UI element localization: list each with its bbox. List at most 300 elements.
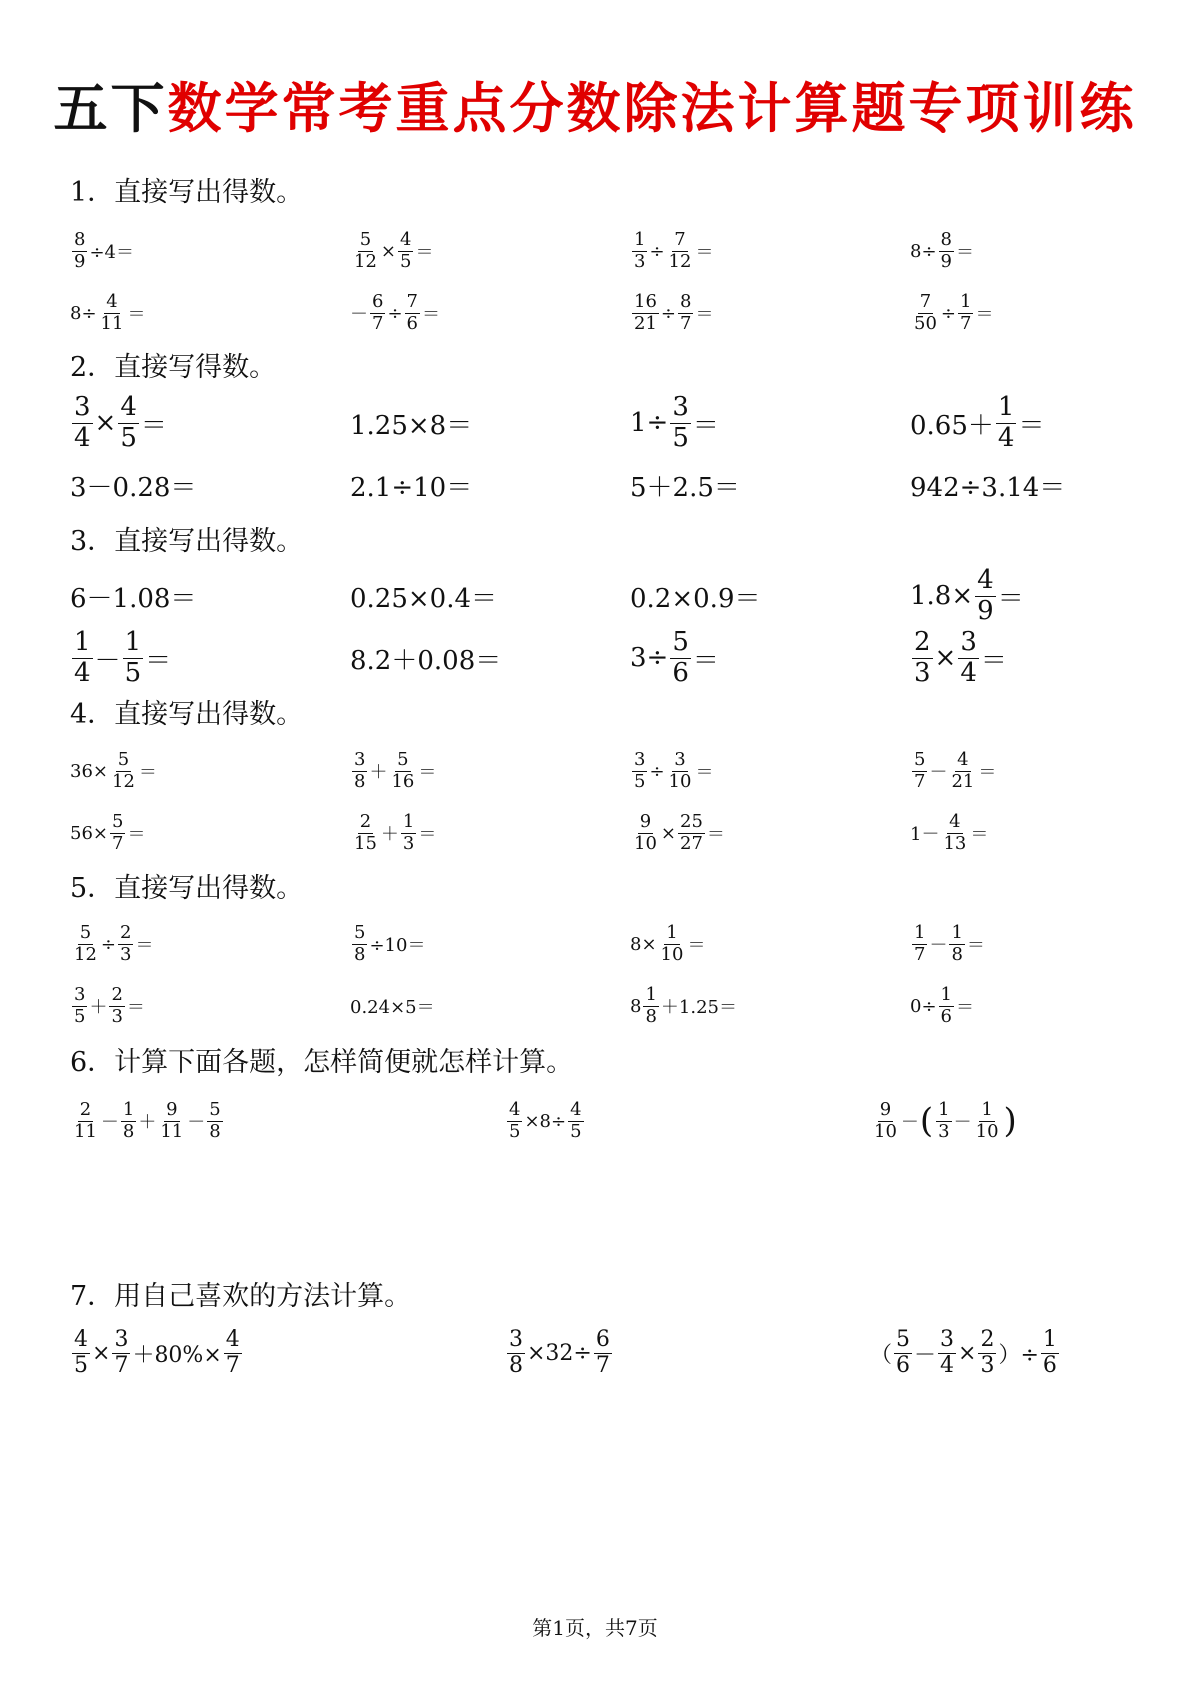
numerator: 9 xyxy=(639,811,652,833)
denominator: 6 xyxy=(940,1005,952,1027)
expression-text: ＋ xyxy=(369,762,388,783)
numerator: 5 xyxy=(354,922,366,944)
denominator: 4 xyxy=(940,1352,955,1378)
expression-text: 8× xyxy=(630,933,657,955)
numerator: 1 xyxy=(645,984,657,1006)
math-problem xyxy=(350,282,630,344)
expression-text: ÷ xyxy=(649,760,665,782)
fraction xyxy=(568,1100,583,1141)
math-problem xyxy=(350,802,630,864)
fraction xyxy=(632,750,647,791)
fraction xyxy=(158,1100,185,1141)
numerator: 8 xyxy=(940,229,952,251)
fraction xyxy=(72,923,99,964)
numerator: 5 xyxy=(112,811,124,833)
expression-text: ＝ xyxy=(997,583,1024,614)
denominator: 5 xyxy=(74,1005,86,1027)
numerator: 7 xyxy=(919,291,932,313)
expression-text: 8.2＋0.08＝ xyxy=(350,645,502,676)
fraction xyxy=(670,393,691,452)
denominator: 5 xyxy=(74,1352,88,1378)
fraction xyxy=(996,393,1017,452)
fraction xyxy=(974,1100,1001,1141)
math-problem xyxy=(910,913,1070,975)
math-problem xyxy=(350,220,630,282)
problem-grid-5 xyxy=(70,913,1070,1037)
denominator: 3 xyxy=(402,832,415,854)
numerator: 6 xyxy=(372,291,384,313)
denominator: 7 xyxy=(914,770,926,792)
fraction xyxy=(659,923,686,964)
expression-text: 8÷ xyxy=(70,302,97,324)
expression-text: ÷10＝ xyxy=(369,935,426,956)
numerator: 5 xyxy=(359,229,372,251)
fraction xyxy=(112,1328,130,1378)
parenthesis: ( xyxy=(919,1101,934,1141)
expression-text: 0÷ xyxy=(910,995,937,1017)
fraction xyxy=(667,230,694,271)
expression-text: ＝ xyxy=(706,824,725,845)
section-heading-2: 2．直接写得数。 xyxy=(70,352,277,383)
expression-text: ×32÷ xyxy=(527,1340,592,1366)
denominator: 3 xyxy=(938,1120,950,1142)
denominator: 12 xyxy=(354,250,377,272)
math-problem xyxy=(70,220,350,282)
fraction xyxy=(594,1328,612,1378)
expression-text: ＝ xyxy=(695,762,714,783)
math-problem xyxy=(630,565,910,627)
denominator: 12 xyxy=(668,250,692,272)
fraction xyxy=(872,1100,899,1141)
numerator: 4 xyxy=(509,1099,521,1121)
math-problem xyxy=(70,627,350,689)
numerator: 3 xyxy=(634,749,646,771)
numerator: 16 xyxy=(634,291,657,313)
numerator: 5 xyxy=(914,749,926,771)
expression-text: 6－1.08＝ xyxy=(70,583,197,614)
denominator: 6 xyxy=(672,657,689,688)
math-problem xyxy=(630,627,910,689)
math-problem xyxy=(505,1090,870,1152)
expression-text: ＝ xyxy=(978,762,997,783)
math-problem xyxy=(910,740,1070,802)
fraction xyxy=(912,292,939,333)
numerator: 4 xyxy=(957,749,969,771)
fraction xyxy=(110,812,125,853)
expression-text: 8÷ xyxy=(910,240,937,262)
expression-text: ＝ xyxy=(138,762,157,783)
expression-text: 36× xyxy=(70,760,108,782)
expression-text: ＝ xyxy=(127,824,146,845)
numerator: 4 xyxy=(570,1099,582,1121)
expression-text: ÷ xyxy=(649,240,665,262)
numerator: 3 xyxy=(672,392,689,423)
numerator: 3 xyxy=(74,984,86,1006)
problem-grid-1 xyxy=(70,220,1070,344)
denominator: 6 xyxy=(1042,1352,1057,1378)
expression-text: ＋1.25＝ xyxy=(660,997,737,1018)
numerator: 3 xyxy=(940,1326,955,1352)
fraction xyxy=(949,750,976,791)
fraction xyxy=(632,292,659,333)
numerator: 8 xyxy=(74,229,86,251)
denominator: 15 xyxy=(354,832,377,854)
expression-text: 0.24×5＝ xyxy=(350,997,435,1018)
math-problem xyxy=(910,220,1070,282)
numerator: 2 xyxy=(111,984,123,1006)
fraction xyxy=(912,923,927,964)
title-prefix: 五下 xyxy=(53,76,168,140)
denominator: 4 xyxy=(997,422,1015,453)
numerator: 7 xyxy=(674,229,686,251)
math-problem xyxy=(350,975,630,1037)
denominator: 8 xyxy=(951,943,963,965)
expression-text: 1.25×8＝ xyxy=(350,410,473,441)
numerator: 8 xyxy=(680,291,692,313)
math-problem xyxy=(350,627,630,689)
denominator: 3 xyxy=(980,1352,995,1378)
numerator: 3 xyxy=(114,1326,129,1352)
denominator: 5 xyxy=(570,1120,582,1142)
numerator: 4 xyxy=(400,229,412,251)
problem-grid-4 xyxy=(70,740,1070,864)
expression-text: － xyxy=(929,762,948,783)
denominator: 10 xyxy=(975,1120,999,1142)
expression-text: 5＋2.5＝ xyxy=(630,472,740,503)
denominator: 7 xyxy=(960,312,972,334)
section-heading-3: 3．直接写出得数。 xyxy=(70,526,304,557)
expression-text: 56× xyxy=(70,822,108,844)
numerator: 3 xyxy=(74,392,91,423)
expression-text: － xyxy=(94,645,121,676)
math-problem xyxy=(630,282,910,344)
expression-text: ＝ xyxy=(975,304,994,325)
expression-text: 3－0.28＝ xyxy=(70,472,197,503)
expression-text: （ xyxy=(870,1342,893,1368)
expression-text: 1.8× xyxy=(910,581,974,611)
numerator: 1 xyxy=(997,392,1015,423)
expression-text: 1－ xyxy=(910,824,940,845)
numerator: 1 xyxy=(634,229,646,251)
fraction xyxy=(123,628,144,687)
expression-text: ＝ xyxy=(980,645,1007,676)
numerator: 2 xyxy=(79,1099,92,1121)
fraction xyxy=(912,628,933,687)
denominator: 4 xyxy=(74,422,91,453)
fraction xyxy=(507,1100,522,1141)
numerator: 1 xyxy=(74,627,91,658)
fraction xyxy=(207,1100,222,1141)
numerator: 5 xyxy=(397,749,409,771)
denominator: 7 xyxy=(114,1352,129,1378)
fraction xyxy=(72,1328,90,1378)
section-heading-5: 5．直接写出得数。 xyxy=(70,873,304,904)
fraction xyxy=(72,985,87,1026)
expression-text: ）÷ xyxy=(998,1342,1039,1368)
math-problem xyxy=(910,454,1070,516)
expression-text: － xyxy=(187,1112,206,1133)
denominator: 8 xyxy=(509,1352,523,1378)
numerator: 5 xyxy=(209,1099,221,1121)
math-problem xyxy=(70,802,350,864)
denominator: 8 xyxy=(122,1120,135,1142)
math-problem xyxy=(350,565,630,627)
denominator: 7 xyxy=(680,312,692,334)
denominator: 10 xyxy=(668,770,692,792)
denominator: 4 xyxy=(960,657,977,688)
expression-text: － xyxy=(100,1112,119,1133)
fraction xyxy=(939,230,954,271)
fraction xyxy=(352,230,379,271)
denominator: 4 xyxy=(74,657,91,688)
expression-text: ＝ xyxy=(970,824,989,845)
numerator: 1 xyxy=(960,291,972,313)
denominator: 13 xyxy=(943,832,967,854)
numerator: 1 xyxy=(938,1099,950,1121)
problem-grid-6 xyxy=(70,1090,1070,1152)
expression-text: ＝ xyxy=(422,304,440,325)
math-problem xyxy=(910,627,1070,689)
expression-text: ＝ xyxy=(126,997,145,1018)
expression-text: ＋ xyxy=(380,824,399,845)
denominator: 3 xyxy=(120,943,132,965)
fraction xyxy=(110,750,137,791)
denominator: 10 xyxy=(874,1120,897,1142)
expression-text: － xyxy=(914,1342,937,1368)
numerator: 3 xyxy=(354,749,366,771)
expression-text: ＝ xyxy=(135,935,154,956)
denominator: 11 xyxy=(100,312,124,334)
fraction xyxy=(352,812,379,853)
expression-text: － xyxy=(350,304,368,325)
denominator: 27 xyxy=(680,832,703,854)
math-problem xyxy=(870,1322,1070,1384)
math-problem xyxy=(350,913,630,975)
numerator: 9 xyxy=(879,1099,892,1121)
denominator: 5 xyxy=(400,250,412,272)
numerator: 5 xyxy=(896,1326,911,1352)
fraction xyxy=(678,812,705,853)
expression-text: ＝ xyxy=(692,645,719,676)
expression-text: 942÷3.14＝ xyxy=(910,472,1066,503)
expression-text: × xyxy=(660,822,676,844)
numerator: 4 xyxy=(74,1326,88,1352)
denominator: 8 xyxy=(354,770,366,792)
expression-text: 0.25×0.4＝ xyxy=(350,583,498,614)
math-problem xyxy=(870,1090,1070,1152)
numerator: 2 xyxy=(120,922,132,944)
expression-text: × xyxy=(92,1340,111,1366)
math-problem xyxy=(350,454,630,516)
fraction xyxy=(975,566,996,625)
fraction xyxy=(632,230,647,271)
expression-text: ＝ xyxy=(695,242,714,263)
parenthesis: ) xyxy=(1003,1101,1017,1141)
page-footer: 第1页，共7页 xyxy=(532,1616,658,1640)
page-title xyxy=(0,66,1190,143)
denominator: 5 xyxy=(120,422,137,453)
expression-text: － xyxy=(900,1112,919,1133)
expression-text: ＝ xyxy=(145,645,172,676)
numerator: 3 xyxy=(509,1326,523,1352)
expression-text: × xyxy=(94,408,117,438)
denominator: 6 xyxy=(896,1352,911,1378)
math-problem xyxy=(70,975,350,1037)
math-problem xyxy=(630,220,910,282)
fraction xyxy=(72,230,87,271)
numerator: 2 xyxy=(914,627,931,658)
expression-text: 1÷ xyxy=(630,408,669,438)
expression-text: 2.1÷10＝ xyxy=(350,472,473,503)
expression-text: ＝ xyxy=(418,762,437,783)
math-problem xyxy=(70,1322,505,1384)
fraction xyxy=(352,923,367,964)
math-problem xyxy=(70,454,350,516)
numerator: 1 xyxy=(666,922,678,944)
numerator: 1 xyxy=(940,984,952,1006)
fraction xyxy=(118,393,139,452)
math-problem xyxy=(70,392,350,454)
math-problem xyxy=(630,392,910,454)
numerator: 4 xyxy=(225,1326,240,1352)
math-problem xyxy=(630,975,910,1037)
denominator: 12 xyxy=(74,943,97,965)
fraction xyxy=(936,1100,951,1141)
denominator: 11 xyxy=(74,1120,97,1142)
section-heading-6: 6．计算下面各题，怎样简便就怎样计算。 xyxy=(70,1047,574,1078)
fraction xyxy=(643,985,658,1026)
expression-text: ＋ xyxy=(138,1112,157,1133)
denominator: 3 xyxy=(634,250,646,272)
expression-text: ＝ xyxy=(956,997,974,1018)
numerator: 2 xyxy=(980,1326,995,1352)
denominator: 9 xyxy=(977,595,994,626)
expression-text: ÷ xyxy=(387,302,403,324)
math-problem xyxy=(910,565,1070,627)
expression-text: ＝ xyxy=(140,410,167,441)
denominator: 7 xyxy=(595,1352,610,1378)
numerator: 4 xyxy=(949,811,961,833)
expression-text: 8 xyxy=(630,995,642,1017)
fraction xyxy=(370,292,385,333)
expression-text: ÷ xyxy=(940,302,956,324)
numerator: 5 xyxy=(79,922,92,944)
math-problem xyxy=(630,740,910,802)
numerator: 5 xyxy=(117,749,130,771)
expression-text: ＋80%× xyxy=(132,1342,222,1368)
math-problem xyxy=(70,1090,505,1152)
denominator: 9 xyxy=(74,250,86,272)
math-problem xyxy=(505,1322,870,1384)
expression-text: ÷4＝ xyxy=(89,242,134,263)
fraction xyxy=(72,393,93,452)
expression-text: ÷ xyxy=(660,302,676,324)
expression-text: ＝ xyxy=(687,935,706,956)
denominator: 11 xyxy=(160,1120,184,1142)
title-main: 数学常考重点分数除法计算题专项训练 xyxy=(167,76,1137,140)
fraction xyxy=(939,985,954,1026)
fraction xyxy=(632,812,659,853)
math-problem xyxy=(910,282,1070,344)
math-problem xyxy=(70,565,350,627)
numerator: 1 xyxy=(981,1099,993,1121)
numerator: 1 xyxy=(122,1099,135,1121)
expression-text: × xyxy=(934,643,957,673)
expression-text: 0.2×0.9＝ xyxy=(630,583,761,614)
numerator: 1 xyxy=(402,811,415,833)
fraction xyxy=(949,923,964,964)
fraction xyxy=(352,750,367,791)
math-problem xyxy=(350,740,630,802)
numerator: 1 xyxy=(1042,1326,1057,1352)
numerator: 4 xyxy=(120,392,137,423)
fraction xyxy=(398,230,413,271)
fraction xyxy=(670,628,691,687)
numerator: 4 xyxy=(106,291,118,313)
denominator: 21 xyxy=(951,770,975,792)
denominator: 10 xyxy=(634,832,657,854)
fraction xyxy=(667,750,694,791)
denominator: 8 xyxy=(354,943,366,965)
numerator: 5 xyxy=(672,627,689,658)
fraction xyxy=(978,1328,996,1378)
numerator: 2 xyxy=(359,811,372,833)
expression-text: ＋ xyxy=(89,997,108,1018)
numerator: 3 xyxy=(960,627,977,658)
section-heading-4: 4．直接写出得数。 xyxy=(70,699,304,730)
fraction xyxy=(938,1328,956,1378)
denominator: 3 xyxy=(914,657,931,688)
math-problem xyxy=(910,975,1070,1037)
expression-text: ＝ xyxy=(692,410,719,441)
math-problem xyxy=(910,392,1070,454)
math-problem xyxy=(630,454,910,516)
problem-grid-2 xyxy=(70,392,1070,516)
expression-text: ＝ xyxy=(127,304,146,325)
denominator: 9 xyxy=(940,250,952,272)
fraction xyxy=(894,1328,912,1378)
math-problem xyxy=(910,802,1070,864)
expression-text: ÷ xyxy=(100,933,116,955)
expression-text: － xyxy=(929,935,948,956)
numerator: 7 xyxy=(406,291,418,313)
denominator: 21 xyxy=(634,312,657,334)
denominator: 5 xyxy=(124,657,142,688)
denominator: 7 xyxy=(225,1352,240,1378)
fraction xyxy=(958,292,973,333)
expression-text: ×8÷ xyxy=(524,1110,567,1132)
section-heading-7: 7．用自己喜欢的方法计算。 xyxy=(70,1281,412,1312)
fraction xyxy=(941,812,968,853)
problem-grid-7 xyxy=(70,1322,1070,1384)
numerator: 6 xyxy=(595,1326,610,1352)
math-problem xyxy=(70,913,350,975)
fraction xyxy=(678,292,693,333)
fraction xyxy=(401,812,416,853)
denominator: 7 xyxy=(914,943,926,965)
denominator: 5 xyxy=(672,422,689,453)
numerator: 1 xyxy=(951,922,963,944)
fraction xyxy=(1041,1328,1059,1378)
expression-text: ＝ xyxy=(956,242,974,263)
numerator: 3 xyxy=(674,749,686,771)
expression-text: × xyxy=(380,240,396,262)
numerator: 4 xyxy=(977,565,994,596)
denominator: 7 xyxy=(372,312,384,334)
denominator: 5 xyxy=(509,1120,521,1142)
denominator: 16 xyxy=(391,770,415,792)
expression-text: ＝ xyxy=(695,304,714,325)
